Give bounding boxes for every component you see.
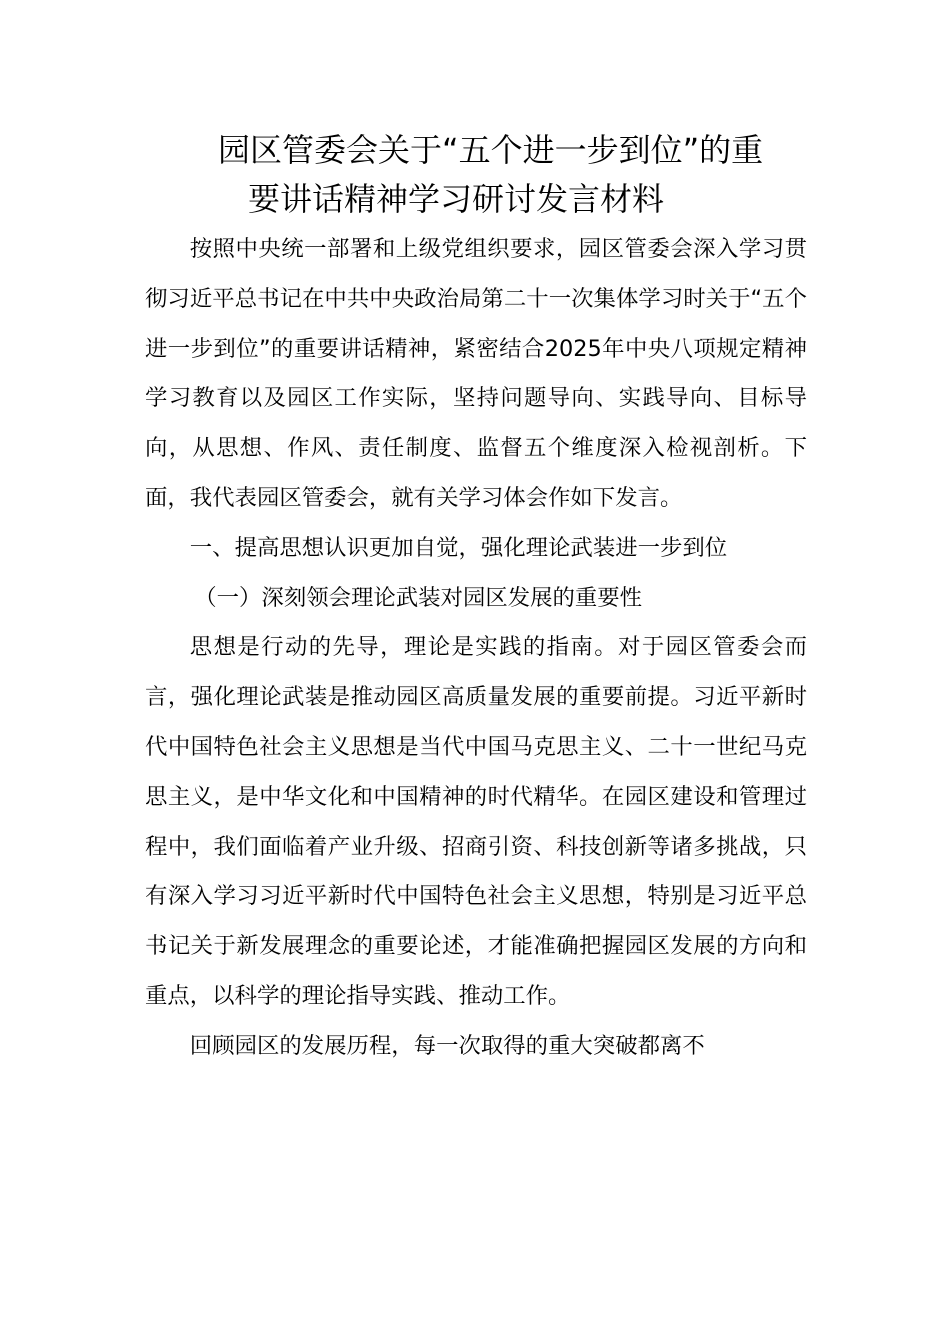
subsection-heading-1-1: （一）深刻领会理论武装对园区发展的重要性 (194, 584, 643, 611)
document-body (145, 225, 807, 1072)
section-heading-1: 一、提高思想认识更加自觉，强化理论武装进一步到位 (189, 534, 728, 561)
body-paragraph: 思想是行动的先导，理论是实践的指南。对于园区管委会而言，强化理论武装是推动园区高质量发展的重要前提。习近平新时代中国特色社会主义思想是当代中国马克思主义、二十一世纪马克思主义，是中华文化和中国精神的时代精华。在园区建设和管理过程中，我们面临着产业升级、招商引资、科技创新等诸多挑战，只有深入学习习近平新时代中国特色社会主义思想，特别是习近平总书记关于新发展理念的重要论述，才能准确把握园区发展的方向和重点，以科学的理论指导实践、推动工作。 (145, 634, 807, 1009)
title-line-1: 园区管委会关于“五个进一步到位”的重 (218, 131, 764, 169)
intro-paragraph: 按照中央统一部署和上级党组织要求，园区管委会深入学习贯彻习近平总书记在中共中央政治局第二十一次集体学习时关于“五个进一步到位”的重要讲话精神，紧密结合2025年中央八项规定精神学习教育以及园区工作实际，坚持问题导向、实践导向、目标导向，从思想、作风、责任制度、监督五个维度深入检视剖析。下面，我代表园区管委会，就有关学习体会作如下发言。 (145, 236, 807, 511)
document-title (140, 126, 810, 224)
title-line-2: 要讲话精神学习研讨发言材料 (248, 180, 665, 218)
body-paragraph: 回顾园区的发展历程，每一次取得的重大突破都离不 (189, 1032, 705, 1059)
